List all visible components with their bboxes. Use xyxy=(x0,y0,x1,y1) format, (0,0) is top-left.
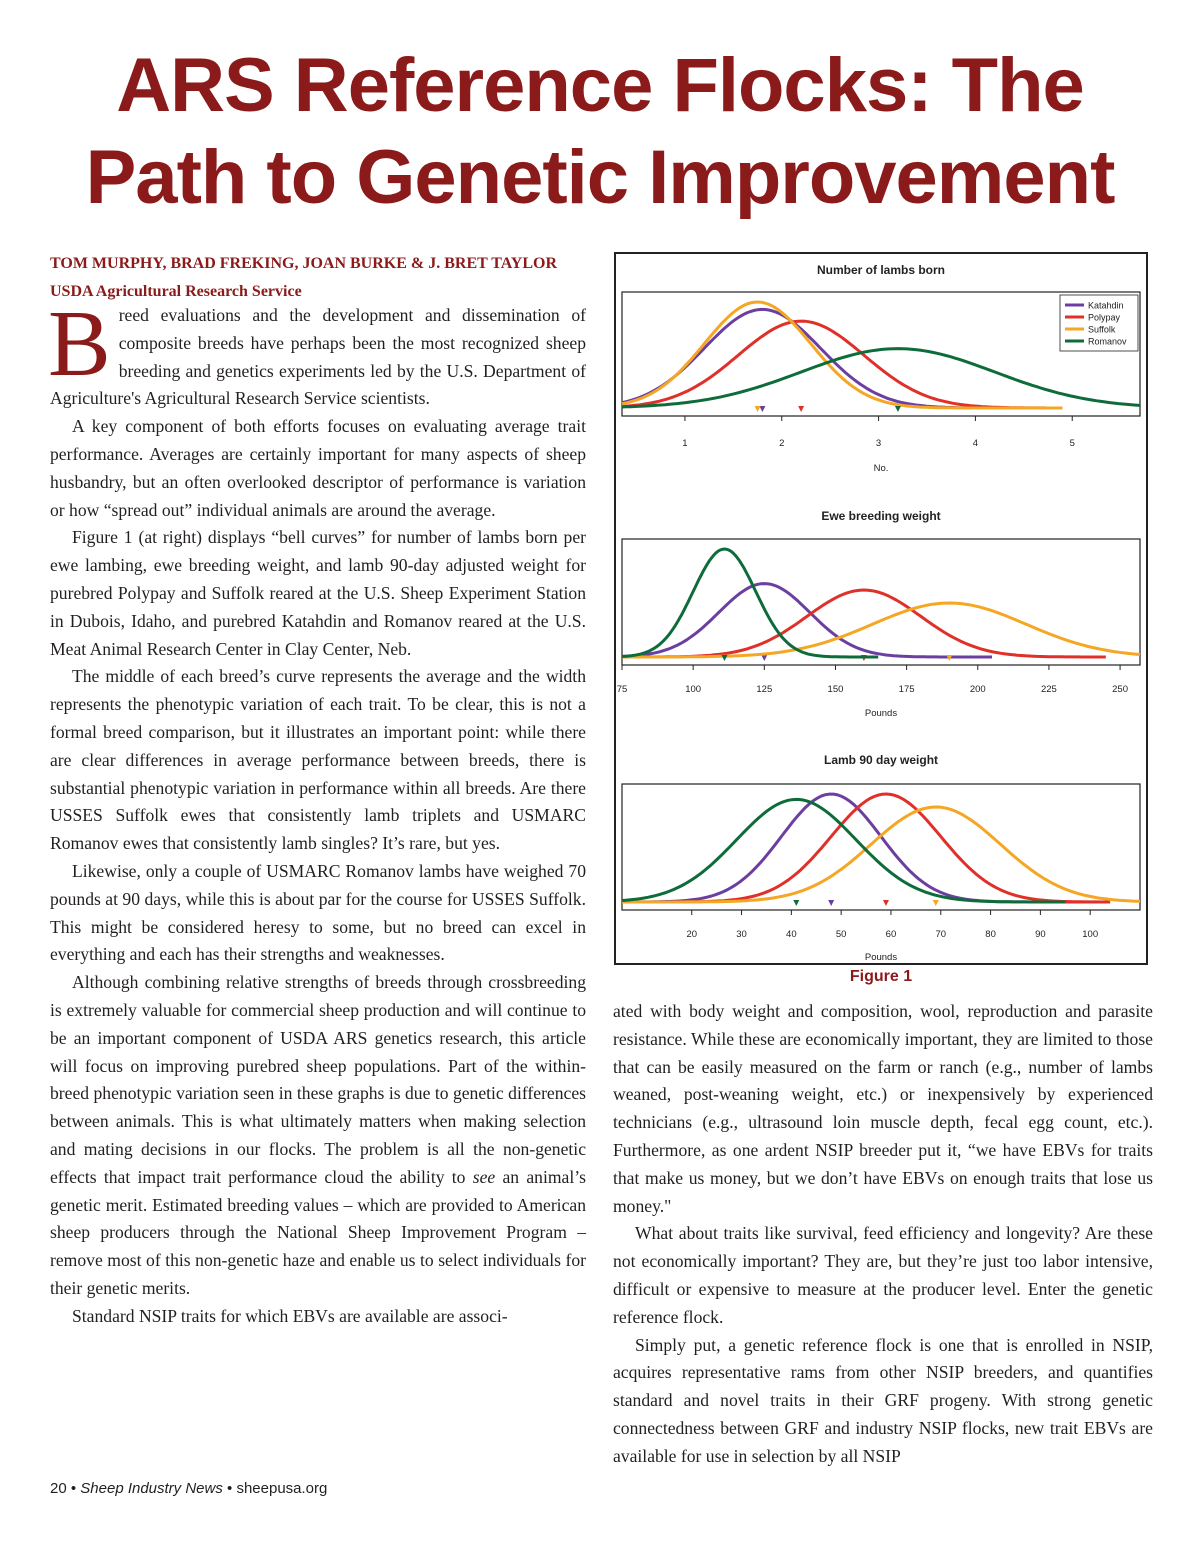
legend-label: Katahdin xyxy=(1088,300,1124,311)
mean-marker-katahdin xyxy=(759,406,765,412)
paragraph-4: The middle of each breed’s curve represents the average and the width represents the phenotypic variation of each trait. To be clear, this is not a formal breed comparison, but it illustrates an important point: while there are clear differences in average performance between breeds, there is substantial phenotypic variation in performance within all breeds. Are there USSES Suffolk ewes that consistently lamb triplets and USMARC Romanov ewes that consistently lamb singles? It’s rare, but yes. xyxy=(50,666,586,854)
publication-name: Sheep Industry News xyxy=(80,1480,223,1497)
x-tick-label: 100 xyxy=(685,684,702,695)
paragraph-2: A key component of both efforts focuses on evaluating average trait performance. Averages are certainly important for many aspects of sheep husbandry, but an often overlooked descriptor of performance is variation or how “spread out” individual animals are around the average. xyxy=(50,416,586,520)
x-tick-label: 1 xyxy=(682,438,688,449)
x-tick-label: 40 xyxy=(786,929,797,940)
x-tick-label: 150 xyxy=(827,684,844,695)
plot-frame xyxy=(622,784,1140,910)
x-tick-label: 90 xyxy=(1035,929,1046,940)
mean-marker-romanov xyxy=(721,655,727,661)
series-line-romanov xyxy=(622,799,1065,902)
paragraph-6-text-a: Although combining relative strengths of breeds through crossbreeding is extremely valuable for commercial sheep production and will continue to be an important component of USDA ARS genetics research, this article will focus on improving purebred sheep populations. Part of the within-breed phenotypic variation seen in these graphs is due to genetic differences between animals. This is what ultimately matters when making selection and mating decisions in our flocks. The problem is all the non-genetic effects that impact trait performance cloud the ability to xyxy=(50,972,586,1187)
figure-caption: Figure 1 xyxy=(849,968,913,985)
chart-title: Ewe breeding weight xyxy=(821,509,941,523)
x-tick-label: 75 xyxy=(616,684,628,695)
x-axis-label: Pounds xyxy=(864,708,898,719)
x-tick-label: 5 xyxy=(1069,438,1075,449)
legend-label: Romanov xyxy=(1088,336,1127,347)
x-tick-label: 2 xyxy=(779,438,785,449)
x-tick-label: 3 xyxy=(875,438,882,449)
paragraph-7: Standard NSIP traits for which EBVs are available are associ- xyxy=(72,1305,508,1326)
paragraph-3: Figure 1 (at right) displays “bell curves” for number of lambs born per ewe lambing, ewe breeding weight, and lamb 90-day adjusted weight for purebred Polypay and Suffolk reared at the U.S. Sheep Experiment Station in Dubois, Idaho, and purebred Katahdin and Romanov reared at the U.S. Meat Animal Research Center in Clay Center, Neb. xyxy=(50,527,586,659)
page-number: 20 • xyxy=(50,1480,77,1497)
legend-label: Polypay xyxy=(1088,312,1121,323)
drop-cap: B xyxy=(48,292,111,396)
x-tick-label: 80 xyxy=(985,929,996,940)
mean-marker-romanov xyxy=(895,406,901,412)
x-tick-label: 4 xyxy=(972,438,979,449)
mean-marker-katahdin xyxy=(761,655,767,661)
paragraph-1 xyxy=(48,292,586,413)
paragraph-6-emphasis: see xyxy=(472,1166,496,1187)
left-column xyxy=(48,292,586,1330)
title-line-2: Path to Genetic Improvement xyxy=(85,135,1115,220)
series-line-suffolk xyxy=(622,807,1140,902)
paragraph-9: What about traits like survival, feed efficiency and longevity? Are these not economically important? They are, but they’re just too labor intensive, difficult or expensive to measure at the producer level. Enter the genetic reference flock. xyxy=(613,1223,1153,1327)
x-tick-label: 60 xyxy=(885,929,897,940)
title-line-1: ARS Reference Flocks: The xyxy=(116,43,1084,128)
byline xyxy=(50,250,590,306)
right-column xyxy=(613,998,1153,1471)
affiliation: USDA Agricultural Research Service xyxy=(50,283,302,300)
figure-1-charts xyxy=(616,254,1146,963)
article-title xyxy=(0,40,1200,224)
authors: TOM MURPHY, BRAD FREKING, JOAN BURKE & J. BRET TAYLOR xyxy=(50,255,558,272)
plot-frame xyxy=(622,539,1140,665)
x-tick-label: 20 xyxy=(686,929,698,940)
page-footer xyxy=(50,1480,327,1497)
mean-marker-polypay xyxy=(798,406,804,412)
mean-marker-suffolk xyxy=(755,406,761,412)
x-tick-label: 70 xyxy=(935,929,947,940)
x-tick-label: 250 xyxy=(1112,684,1129,695)
chart-title: Lamb 90 day weight xyxy=(823,753,939,767)
x-tick-label: 125 xyxy=(756,684,773,695)
website: • sheepusa.org xyxy=(227,1480,328,1497)
x-tick-label: 200 xyxy=(969,684,986,695)
x-tick-label: 100 xyxy=(1082,929,1099,940)
series-line-romanov xyxy=(622,549,878,657)
x-tick-label: 175 xyxy=(898,684,915,695)
chart-panel xyxy=(617,509,1140,719)
x-tick-label: 50 xyxy=(835,929,847,940)
x-tick-label: 30 xyxy=(736,929,747,940)
x-axis-label: No. xyxy=(873,463,889,474)
mean-marker-katahdin xyxy=(828,900,834,906)
mean-marker-romanov xyxy=(793,900,799,906)
paragraph-8: ated with body weight and composition, wool, reproduction and parasite resistance. While these are economically important, they are limited to those that can be easily measured on the farm or ranch (e.g., number of lambs weaned, post-weaning weight, etc.) or inexpensively by experienced technicians (e.g., ultrasound loin muscle depth, fecal egg count, etc.). Furthermore, as one ardent NSIP breeder put it, “we have EBVs for traits that make us money, but we don’t have EBVs on enough traits that lose us money." xyxy=(613,1001,1153,1216)
chart-panel xyxy=(622,753,1140,963)
chart-panel xyxy=(622,263,1140,474)
x-axis-label: Pounds xyxy=(864,952,898,963)
mean-marker-suffolk xyxy=(933,900,939,906)
mean-marker-polypay xyxy=(883,900,889,906)
paragraph-5: Likewise, only a couple of USMARC Romanov lambs have weighed 70 pounds at 90 days, while this is about par for the course for USSES Suffolk. This might be considered heresy to some, but no breed can excel in everything and each has their strengths and weaknesses. xyxy=(50,860,586,965)
paragraph-6-text-b: an animal’s genetic merit. Estimated breeding values – which are provided to American sheep producers through the National Sheep Improvement Program – remove most of this non-genetic haze and enable us to select individuals for their genetic merits. xyxy=(50,1166,586,1298)
series-line-romanov xyxy=(622,349,1140,407)
figure-1 xyxy=(614,252,1148,965)
paragraph-1-text: reed evaluations and the development and dissemination of composite breeds have perhaps been the most recognized sheep breeding and genetics experiments led by the U.S. Department of Agriculture's Agricultural Research Service scientists. xyxy=(50,305,586,409)
chart-title: Number of lambs born xyxy=(816,263,946,277)
paragraph-10: Simply put, a genetic reference flock is one that is enrolled in NSIP, acquires representative rams from other NSIP breeders, and quantifies standard and novel traits in their GRF progeny. With strong genetic connectedness between GRF and industry NSIP flocks, new trait EBVs are available for use in selection by all NSIP xyxy=(613,1334,1153,1466)
series-line-polypay xyxy=(622,590,1106,657)
paragraph-6 xyxy=(50,969,586,1303)
x-tick-label: 225 xyxy=(1040,684,1057,695)
legend-label: Suffolk xyxy=(1088,324,1116,335)
